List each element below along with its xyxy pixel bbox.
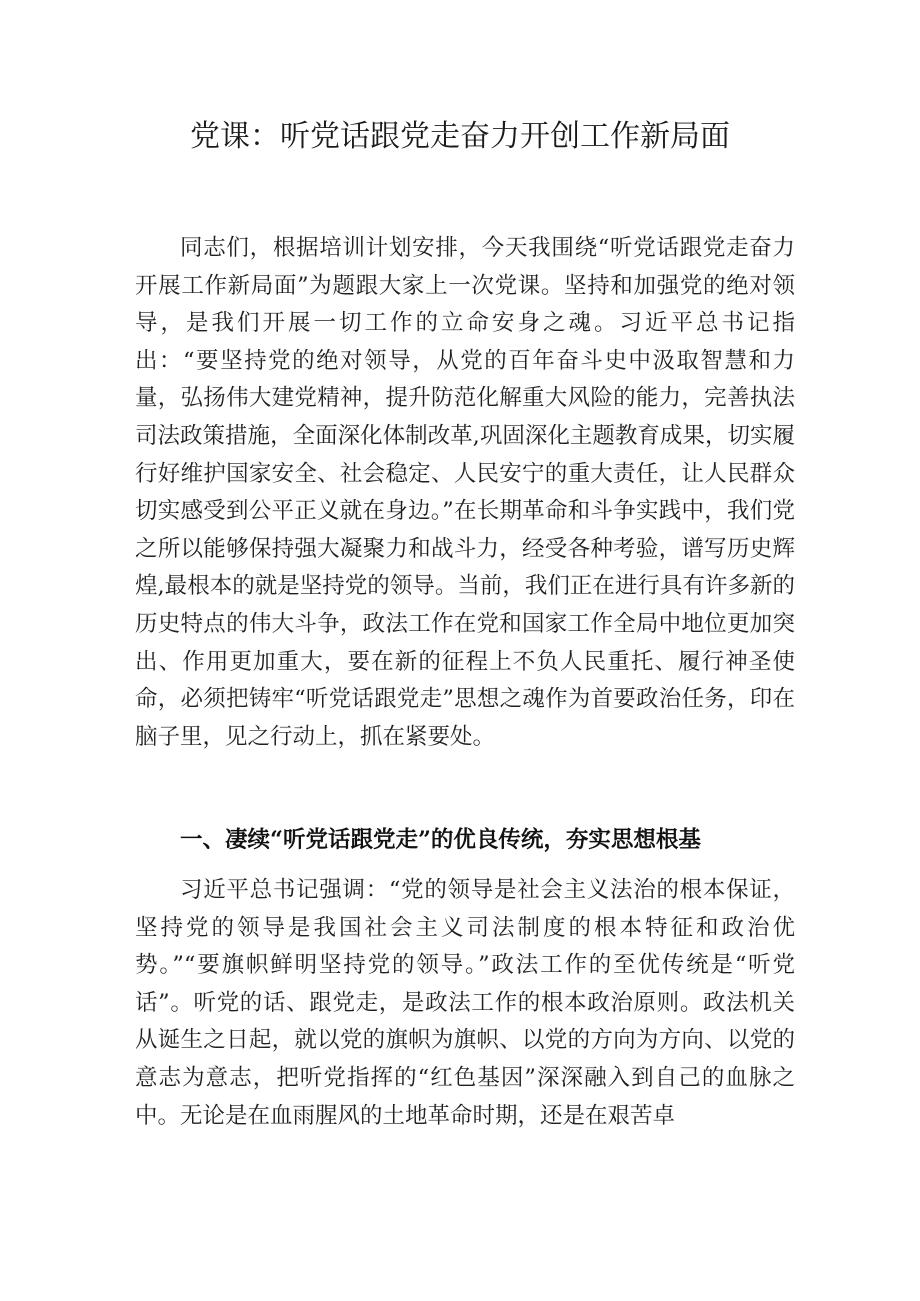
body-paragraph: 习近平总书记强调：“党的领导是社会主义法治的根本保证，坚持党的领导是我国社会主义司法制度的根本特征和政治优势。”“要旗帜鲜明坚持党的领导。”政法工作的至优传统是“听党话”。听党的话、跟党走，是政法工作的根本政治原则。政法机关从诞生之日起，就以党的旗帜为旗帜、以党的方向为方向、以党的意志为意志，把听党指挥的“红色基因”深深融入到自己的血脉之中。无论是在血雨腥风的土地革命时期，还是在艰苦卓 [135, 877, 795, 1129]
document-title: 党课：听党话跟党走奋力开创工作新局面 [190, 119, 730, 154]
body-paragraph: 同志们，根据培训计划安排，今天我围绕“听党话跟党走奋力开展工作新局面”为题跟大家上一次党课。坚持和加强党的绝对领导，是我们开展一切工作的立命安身之魂。习近平总书记指出：“要坚持党的绝对领导，从党的百年奋斗史中汲取智慧和力量，弘扬伟大建党精神，提升防范化解重大风险的能力，完善执法司法政策措施，全面深化体制改革,巩固深化主题教育成果，切实履行好维护国家安全、社会稳定、人民安宁的重大责任，让人民群众切实感受到公平正义就在身边。”在长期革命和斗争实践中，我们党之所以能够保持强大凝聚力和战斗力，经受各种考验，谱写历史辉煌,最根本的就是坚持党的领导。当前，我们正在进行具有许多新的历史特点的伟大斗争，政法工作在党和国家工作全局中地位更加突出、作用更加重大，要在新的征程上不负人民重托、履行神圣使命，必须把铸牢“听党话跟党走”思想之魂作为首要政治任务，印在脑子里，见之行动上，抓在紧要处。 [135, 235, 795, 750]
section-heading: 一、凄续“听党话跟党走”的优良传统，夯实思想根基 [180, 827, 701, 853]
